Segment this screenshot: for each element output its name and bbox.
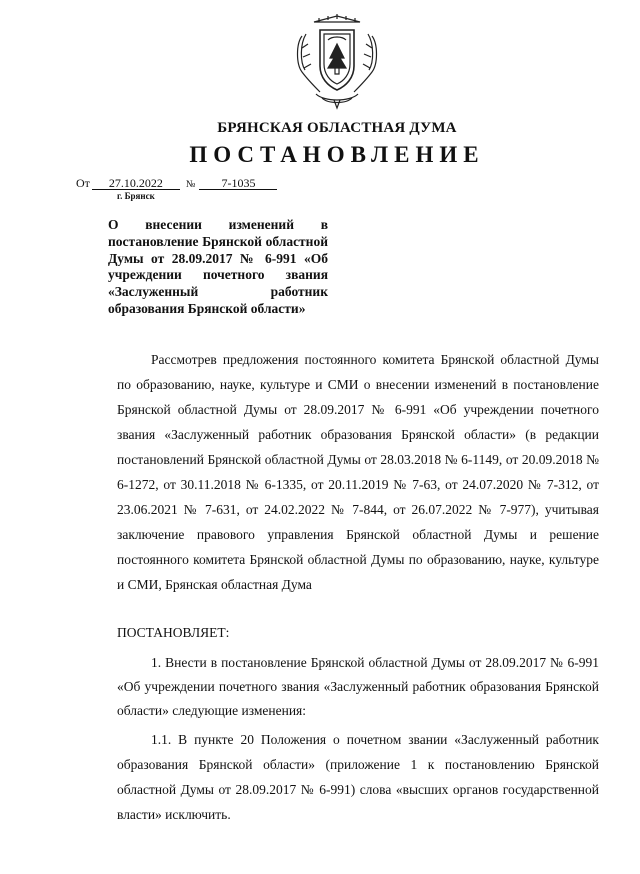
item-1-paragraph: 1. Внести в постановление Брянской областной Думы от 28.09.2017 № 6-991 «Об учреждении почетного звания «Заслуженный работник образования Брянской области» следующие изменения: [117,655,599,718]
date-prefix: От [76,176,90,190]
organization-name: БРЯНСКАЯ ОБЛАСТНАЯ ДУМА [217,120,457,136]
document-city: г. Брянск [117,191,155,201]
coat-of-arms-icon [294,14,380,110]
document-date: 27.10.2022 [92,177,180,190]
document-type-title: ПОСТАНОВЛЕНИЕ [189,142,485,167]
preamble-paragraph: Рассмотрев предложения постоянного комитета Брянской областной Думы по образованию, науке, культуре и СМИ о внесении изменений в постановление Брянской областной Думы от 28.09.2017 № 6-991 «Об учреждении почетного звания «Заслуженный работник образования Брянской области» (в редакции постановлений Брянской областной Думы от 28.03.2018 № 6-1149, от 20.09.2018 № 6-1272, от 30.11.2018 № 6-1335, от 20.11.2019 № 7-63, от 24.07.2020 № 7-312, от 23.06.2021 № 7-631, от 24.02.2022 № 7-844, от 26.07.2022 № 7-977), учитывая заключение правового управления Брянской областной Думы и решение постоянного комитета Брянской областной Думы по образованию, науке, культуре и СМИ, Брянская областная Дума [117,352,599,592]
document-meta [76,176,277,191]
resolves-heading: ПОСТАНОВЛЯЕТ: [117,625,230,640]
document-number: 7-1035 [199,177,277,190]
document-subject: О внесении изменений в постановление Брянской областной Думы от 28.09.2017 № 6-991 «Об учреждении почетного звания «Заслуженный работник образования Брянской области» [108,217,328,316]
number-prefix: № [185,179,196,190]
item-1-1-paragraph: 1.1. В пункте 20 Положения о почетном звании «Заслуженный работник образования Брянской области» (приложение 1 к постановлению Брянской областной Думы от 28.09.2017 № 6-991) слова «высших органов государственной власти» исключить. [117,732,599,822]
